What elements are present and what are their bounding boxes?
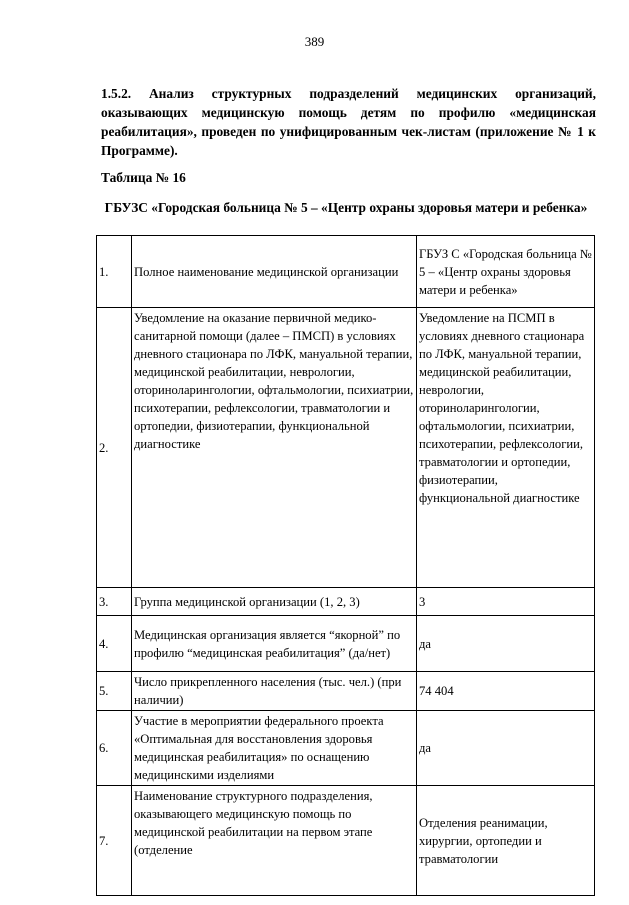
- row-value: да: [417, 711, 595, 786]
- row-value: 3: [417, 588, 595, 616]
- row-number: 1.: [97, 236, 132, 308]
- row-value: 74 404: [417, 672, 595, 711]
- section-heading: 1.5.2. Анализ структурных подразделений медицинских организаций, оказывающих медицинскую помощь детям по профилю «медицинская реабилитация», проведен по унифицированным чек-листам (приложение № 1 к Программе).: [101, 86, 596, 158]
- table-row: [97, 786, 595, 896]
- row-number: 5.: [97, 672, 132, 711]
- row-criterion: Наименование структурного подразделения, оказывающего медицинскую помощь по медицинской реабилитации на первом этапе (отделение: [132, 786, 417, 896]
- row-criterion: Участие в мероприятии федерального проекта «Оптимальная для восстановления здоровья медицинская реабилитация» по оснащению медицинскими изделиями: [132, 711, 417, 786]
- row-criterion: Уведомление на оказание первичной медико-санитарной помощи (далее – ПМСП) в условиях дневного стационара по ЛФК, мануальной терапии, медицинской реабилитации, неврологии, оториноларингологии, офтальмологии, психиатрии, психотерапии, рефлексологии, травматологии и ортопедии, физиотерапии, функциональной диагностике: [132, 308, 417, 588]
- row-value: ГБУЗ С «Городская больница № 5 – «Центр охраны здоровья матери и ребенка»: [417, 236, 595, 308]
- table-row: [97, 236, 595, 308]
- row-criterion: Полное наименование медицинской организации: [132, 236, 417, 308]
- row-number: 2.: [97, 308, 132, 588]
- row-criterion: Число прикрепленного населения (тыс. чел.) (при наличии): [132, 672, 417, 711]
- row-value: Отделения реанимации, хирургии, ортопедии и травматологии: [417, 786, 595, 896]
- table-row: [97, 616, 595, 672]
- row-number: 7.: [97, 786, 132, 896]
- row-number: 6.: [97, 711, 132, 786]
- table-row: [97, 308, 595, 588]
- row-criterion: Медицинская организация является “якорной” по профилю “медицинская реабилитация” (да/нет): [132, 616, 417, 672]
- table-label: Таблица № 16: [101, 170, 186, 185]
- table-row: [97, 711, 595, 786]
- table-row: [97, 588, 595, 616]
- row-value: Уведомление на ПСМП в условиях дневного стационара по ЛФК, мануальной терапии, медицинской реабилитации, неврологии, оториноларингологии, офтальмологии, психиатрии, психотерапии, рефлексологии, травматологии и ортопедии, физиотерапии, функциональной диагностике: [417, 308, 595, 588]
- row-criterion: Группа медицинской организации (1, 2, 3): [132, 588, 417, 616]
- row-value: да: [417, 616, 595, 672]
- page-number: 389: [304, 34, 325, 49]
- row-number: 3.: [97, 588, 132, 616]
- organization-title: ГБУЗС «Городская больница № 5 – «Центр охраны здоровья матери и ребенка»: [104, 200, 588, 215]
- checklist-table: [96, 235, 595, 896]
- row-number: 4.: [97, 616, 132, 672]
- table-row: [97, 672, 595, 711]
